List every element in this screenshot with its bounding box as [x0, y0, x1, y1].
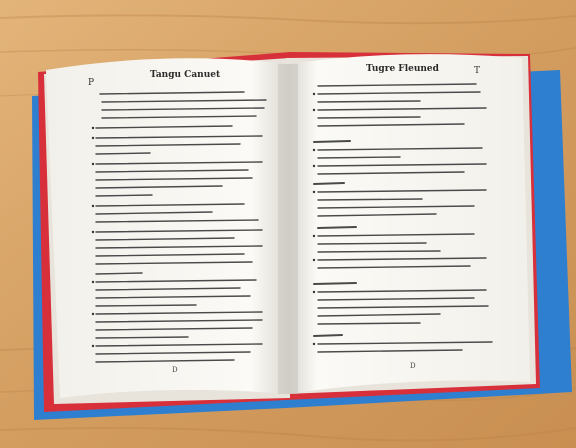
right-page-corner-mark: T — [474, 66, 481, 76]
left-page-corner-mark: P — [88, 78, 95, 88]
spine-shadow — [278, 64, 298, 394]
right-page-title: Tugre Fleuned — [366, 64, 439, 74]
left-page-title: Tangu Canuet — [150, 70, 221, 80]
right-page-folio: D — [410, 362, 416, 370]
left-page-folio: D — [172, 366, 178, 374]
